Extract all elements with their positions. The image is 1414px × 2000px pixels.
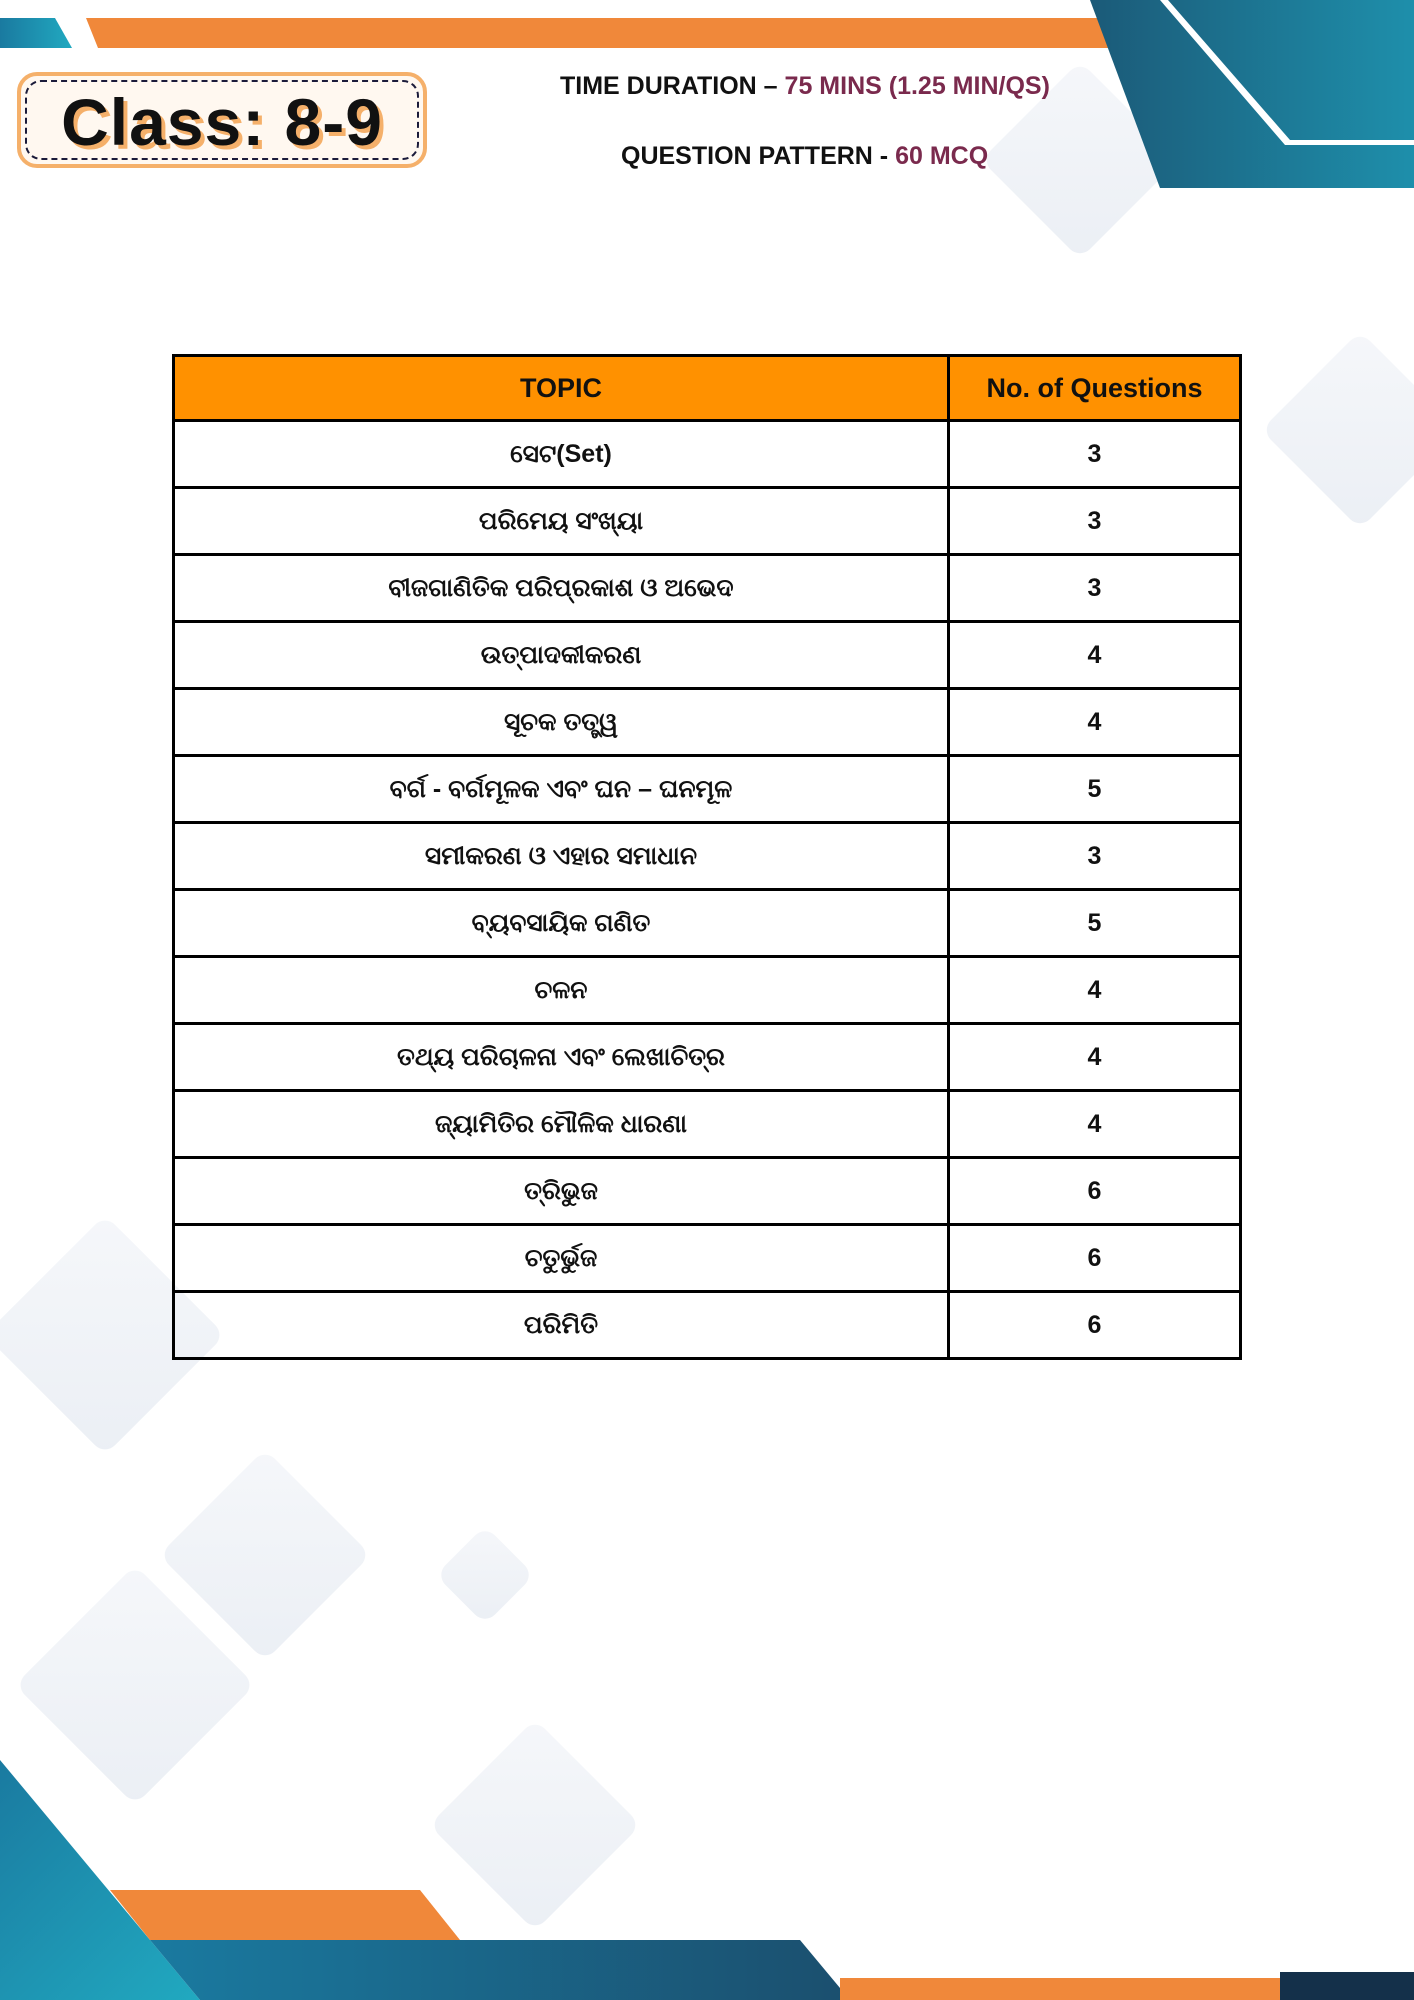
topic-cell: ଜ୍ୟାମିତିର ମୌଳିକ ଧାରଣା (174, 1091, 949, 1158)
table-row (174, 488, 1241, 555)
bg-diamond (436, 1526, 535, 1625)
count-cell: 3 (949, 488, 1241, 555)
header-no-of-questions: No. of Questions (949, 356, 1241, 421)
top-teal-stripe (0, 18, 72, 48)
topic-question-table (172, 354, 1242, 1360)
table-row (174, 1158, 1241, 1225)
time-duration-value: 75 MINS (1.25 MIN/QS) (784, 72, 1050, 100)
topic-cell: ପରିମେୟ ସଂଖ୍ୟା (174, 488, 949, 555)
count-cell: 4 (949, 622, 1241, 689)
count-cell: 6 (949, 1292, 1241, 1359)
time-duration (560, 72, 1050, 101)
class-badge (17, 72, 427, 168)
topic-cell: ଉତ୍ପାଦକୀକରଣ (174, 622, 949, 689)
table-row (174, 957, 1241, 1024)
count-cell: 6 (949, 1225, 1241, 1292)
table-row (174, 421, 1241, 488)
count-cell: 5 (949, 890, 1241, 957)
count-cell: 3 (949, 823, 1241, 890)
topic-cell: ସେଟ(Set) (174, 421, 949, 488)
table-row (174, 689, 1241, 756)
count-cell: 3 (949, 421, 1241, 488)
bottom-teal-bar (150, 1940, 850, 2000)
count-cell: 4 (949, 1024, 1241, 1091)
topic-cell: ତ୍ରିଭୁଜ (174, 1158, 949, 1225)
bottom-navy-strip (1280, 1972, 1414, 2000)
table-row (174, 1024, 1241, 1091)
class-label: Class: 8-9 (61, 85, 383, 159)
count-cell: 3 (949, 555, 1241, 622)
topic-cell: ସୂଚକ ତତ୍ତ୍ୱ (174, 689, 949, 756)
bg-diamond (429, 1719, 641, 1931)
count-cell: 4 (949, 957, 1241, 1024)
bottom-orange-bar (110, 1890, 460, 1940)
topic-cell: ଚଳନ (174, 957, 949, 1024)
table-row (174, 1225, 1241, 1292)
topic-cell: ପରିମିତି (174, 1292, 949, 1359)
table-row (174, 622, 1241, 689)
count-cell: 4 (949, 1091, 1241, 1158)
question-pattern-value: 60 MCQ (895, 142, 989, 170)
table-row (174, 756, 1241, 823)
question-pattern (621, 142, 988, 171)
time-duration-label: TIME DURATION – (560, 72, 778, 100)
topic-cell: ବର୍ଗ - ବର୍ଗମୂଳକ ଏବଂ ଘନ – ଘନମୂଳ (174, 756, 949, 823)
count-cell: 5 (949, 756, 1241, 823)
top-orange-bar (86, 18, 1146, 48)
count-cell: 4 (949, 689, 1241, 756)
topic-cell: ଚତୁର୍ଭୁଜ (174, 1225, 949, 1292)
count-cell: 6 (949, 1158, 1241, 1225)
topic-cell: ବୀଜଗାଣିତିକ ପରିପ୍ରକାଶ ଓ ଅଭେଦ (174, 555, 949, 622)
header-topic: TOPIC (174, 356, 949, 421)
topic-cell: ସମୀକରଣ ଓ ଏହାର ସମାଧାନ (174, 823, 949, 890)
topic-cell: ବ୍ୟବସାୟିକ ଗଣିତ (174, 890, 949, 957)
table-header-row (174, 356, 1241, 421)
bg-diamond (1261, 331, 1414, 529)
table-row (174, 1091, 1241, 1158)
table-row (174, 1292, 1241, 1359)
question-pattern-label: QUESTION PATTERN - (621, 142, 889, 170)
table-row (174, 890, 1241, 957)
table-row (174, 555, 1241, 622)
topic-cell: ତଥ୍ୟ ପରିଚାଳନା ଏବଂ ଲେଖାଚିତ୍ର (174, 1024, 949, 1091)
bottom-orange-strip (840, 1978, 1280, 2000)
table-row (174, 823, 1241, 890)
